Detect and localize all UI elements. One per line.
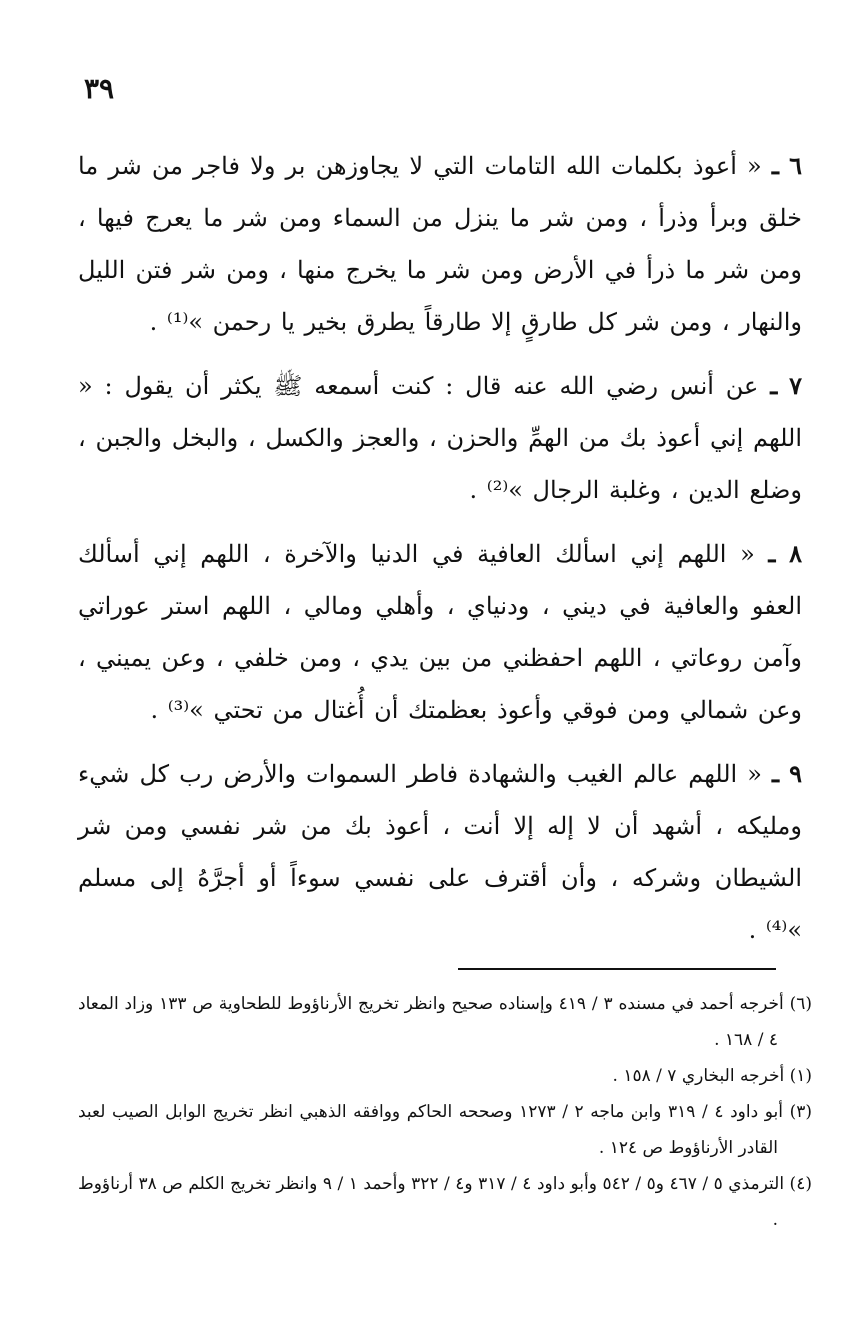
item-text: « اللهم عالم الغيب والشهادة فاطر السموات والأرض رب كل شيء ومليكه ، أشهد أن لا إله إلا أنت ، أعوذ بك من شر نفسي ومن شر الشيطان وشركه ، وأن أقترف على نفسي سوءاً أو أجرَّهُ إلى مسلم »⁽⁴⁾ . (78, 760, 802, 944)
supplication-9 (78, 748, 802, 956)
item-text: عن أنس رضي الله عنه قال : كنت أسمعه ﷺ يكثر أن يقول : « اللهم إني أعوذ بك من الهمِّ والحزن ، والعجز والكسل ، والبخل والجبن ، وضلع الدين ، وغلبة الرجال »⁽²⁾ . (78, 372, 803, 504)
supplication-8 (78, 528, 802, 736)
item-dash: ـ (771, 151, 779, 180)
item-text: « أعوذ بكلمات الله التامات التي لا يجاوزهن بر ولا فاجر من شر ما خلق وبرأ وذرأ ، ومن شر ما ينزل من السماء ومن شر ما يعرج فيها ، ومن شر ما ذرأ في الأرض ومن شر ما يخرج منها ، ومن شر فتن الليل والنهار ، ومن شر كل طارقٍ إلا طارقاً يطرق بخير يا رحمن »⁽¹⁾ . (78, 152, 802, 336)
item-dash: ـ (772, 759, 780, 788)
footnote-4: (٤) الترمذي ٥ / ٤٦٧ و٥ / ٥٤٢ وأبو داود ٤ / ٣١٧ و٤ / ٣٢٢ وأحمد ١ / ٩ وانظر تخريج الكلم ص ٣٨ أرناؤوط . (78, 1174, 812, 1230)
supplication-7 (78, 360, 802, 516)
footnote-divider (458, 968, 776, 970)
item-dash: ـ (770, 371, 778, 400)
item-dash: ـ (768, 539, 776, 568)
footnotes (78, 986, 812, 1238)
main-text (78, 140, 802, 968)
item-number: ٦ (789, 151, 802, 180)
item-number: ٧ (789, 371, 802, 400)
footnote-1: (١) أخرجه البخاري ٧ / ١٥٨ . (612, 1066, 812, 1086)
footnote-6: (٦) أخرجه أحمد في مسنده ٣ / ٤١٩ وإسناده صحيح وانظر تخريج الأرناؤوط للطحاوية ص ١٣٣ وزاد المعاد ٤ / ١٦٨ . (78, 994, 812, 1050)
item-number: ٩ (789, 759, 802, 788)
footnote-3: (٣) أبو داود ٤ / ٣١٩ وابن ماجه ٢ / ١٢٧٣ وصححه الحاكم ووافقه الذهبي انظر تخريج الوابل الصيب لعبد القادر الأرناؤوط ص ١٢٤ . (78, 1102, 812, 1158)
item-number: ٨ (789, 539, 802, 568)
page-number: ٣٩ (84, 72, 115, 105)
item-text: « اللهم إني اسألك العافية في الدنيا والآخرة ، اللهم إني أسألك العفو والعافية في ديني ، ودنياي ، وأهلي ومالي ، اللهم استر عوراتي وآمن روعاتي ، اللهم احفظني من بين يدي ، ومن خلفي ، وعن يميني ، وعن شمالي ومن فوقي وأعوذ بعظمتك أن أُغتال من تحتي »⁽³⁾ . (78, 540, 802, 724)
supplication-6 (78, 140, 802, 348)
